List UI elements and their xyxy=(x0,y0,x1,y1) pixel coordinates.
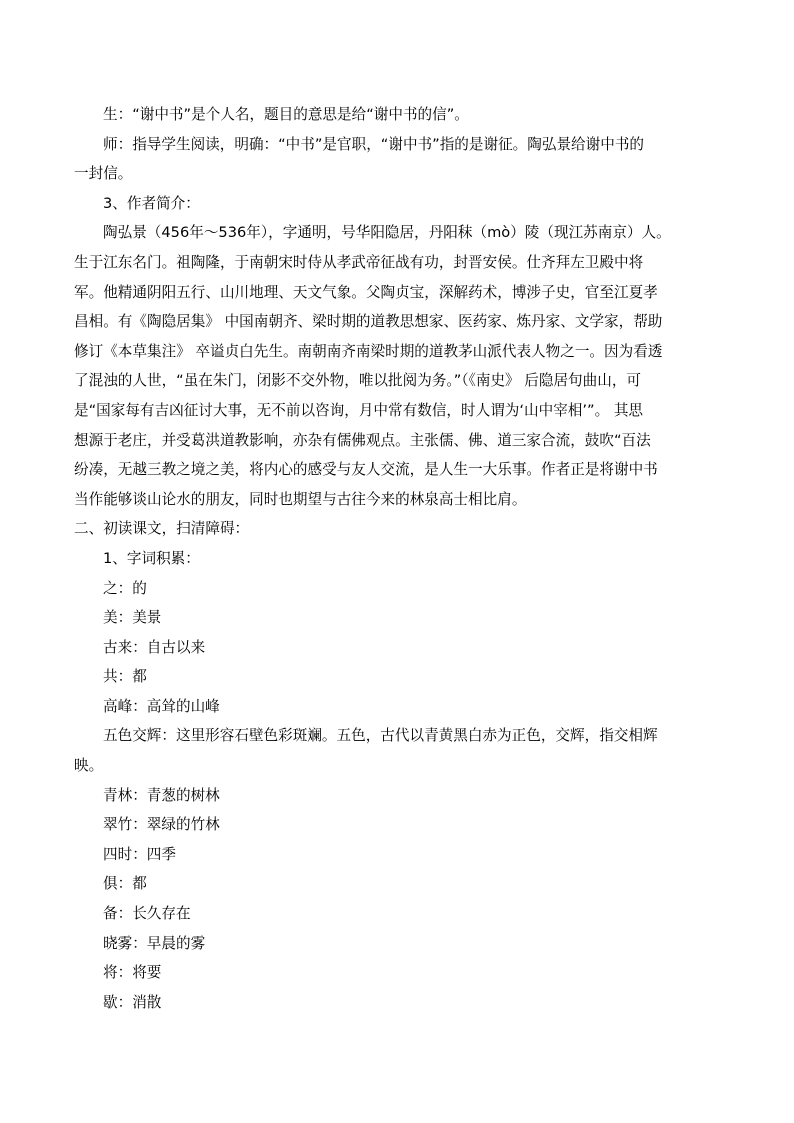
vocab-item: 将：将要 xyxy=(103,964,162,982)
vocab-item: 之：的 xyxy=(103,579,147,597)
text-line: 是“国家每有吉凶征讨大事，无不前以咨询，月中常有数信，时人谓为‘山中宰相’”。 其思 xyxy=(74,401,644,419)
vocab-item: 俱：都 xyxy=(103,875,147,893)
vocab-item: 五色交辉：这里形容石壁色彩斑斓。五色，古代以青黄黑白赤为正色，交辉，指交相辉 xyxy=(103,727,658,745)
text-line: 昌相。有《陶隐居集》 中国南朝齐、梁时期的道教思想家、医药家、炼丹家、文学家，帮助 xyxy=(74,313,663,331)
subsection-heading: 1、字词积累： xyxy=(103,549,200,567)
vocab-item: 共：都 xyxy=(103,668,147,686)
text-line: 军。他精通阴阳五行、山川地理、天文气象。父陶贞宝，深解药术，博涉子史，官至江夏孝 xyxy=(74,283,658,301)
vocab-item: 四时：四季 xyxy=(103,845,176,863)
vocab-item: 翠竹：翠绿的竹林 xyxy=(103,816,220,834)
vocab-item: 高峰：高耸的山峰 xyxy=(103,697,220,715)
vocab-item: 青林：青葱的树林 xyxy=(103,786,220,804)
section-heading: 3、作者简介： xyxy=(103,194,200,212)
vocab-item: 美：美景 xyxy=(103,609,162,627)
text-line: 想源于老庄，并受葛洪道教影响，亦杂有儒佛观点。主张儒、佛、道三家合流，鼓吹“百法 xyxy=(74,431,651,449)
text-line: 师：指导学生阅读，明确：“中书”是官职，“谢中书”指的是谢征。陶弘景给谢中书的 xyxy=(103,135,645,153)
vocab-item-continuation: 映。 xyxy=(74,757,104,775)
vocab-item: 备：长久存在 xyxy=(103,905,191,923)
vocab-item: 古来：自古以来 xyxy=(103,638,206,656)
vocab-item: 晓雾：早晨的雾 xyxy=(103,934,206,952)
text-line: 了混浊的人世，“虽在朱门，闭影不交外物，唯以批阅为务。”（《南史》 后隐居句曲山，可 xyxy=(74,372,642,390)
document-page xyxy=(74,100,724,1017)
vocab-item: 歇：消散 xyxy=(103,993,162,1011)
text-line: 生：“谢中书”是个人名，题目的意思是给“谢中书的信”。 xyxy=(103,106,469,123)
text-line: 修订《本草集注》 卒谥贞白先生。南朝南齐南梁时期的道教茅山派代表人物之一。因为看透 xyxy=(74,342,663,360)
text-line: 当作能够谈山论水的朋友，同时也期望与古往今来的林泉高士相比肩。 xyxy=(74,490,527,508)
text-line: 陶弘景（456年～536年），字通明，号华阳隐居，丹阳秣（mò）陵（现江苏南京）人。 xyxy=(103,224,671,242)
text-line: 生于江东名门。祖陶隆，于南朝宋时侍从孝武帝征战有功，封晋安侯。仕齐拜左卫殿中将 xyxy=(74,253,644,271)
text-line: 纷凑，无越三教之境之美，将内心的感受与友人交流，是人生一大乐事。作者正是将谢中书 xyxy=(74,461,658,479)
text-line: 一封信。 xyxy=(74,165,133,183)
section-heading: 二、初读课文，扫清障碍： xyxy=(74,520,250,538)
